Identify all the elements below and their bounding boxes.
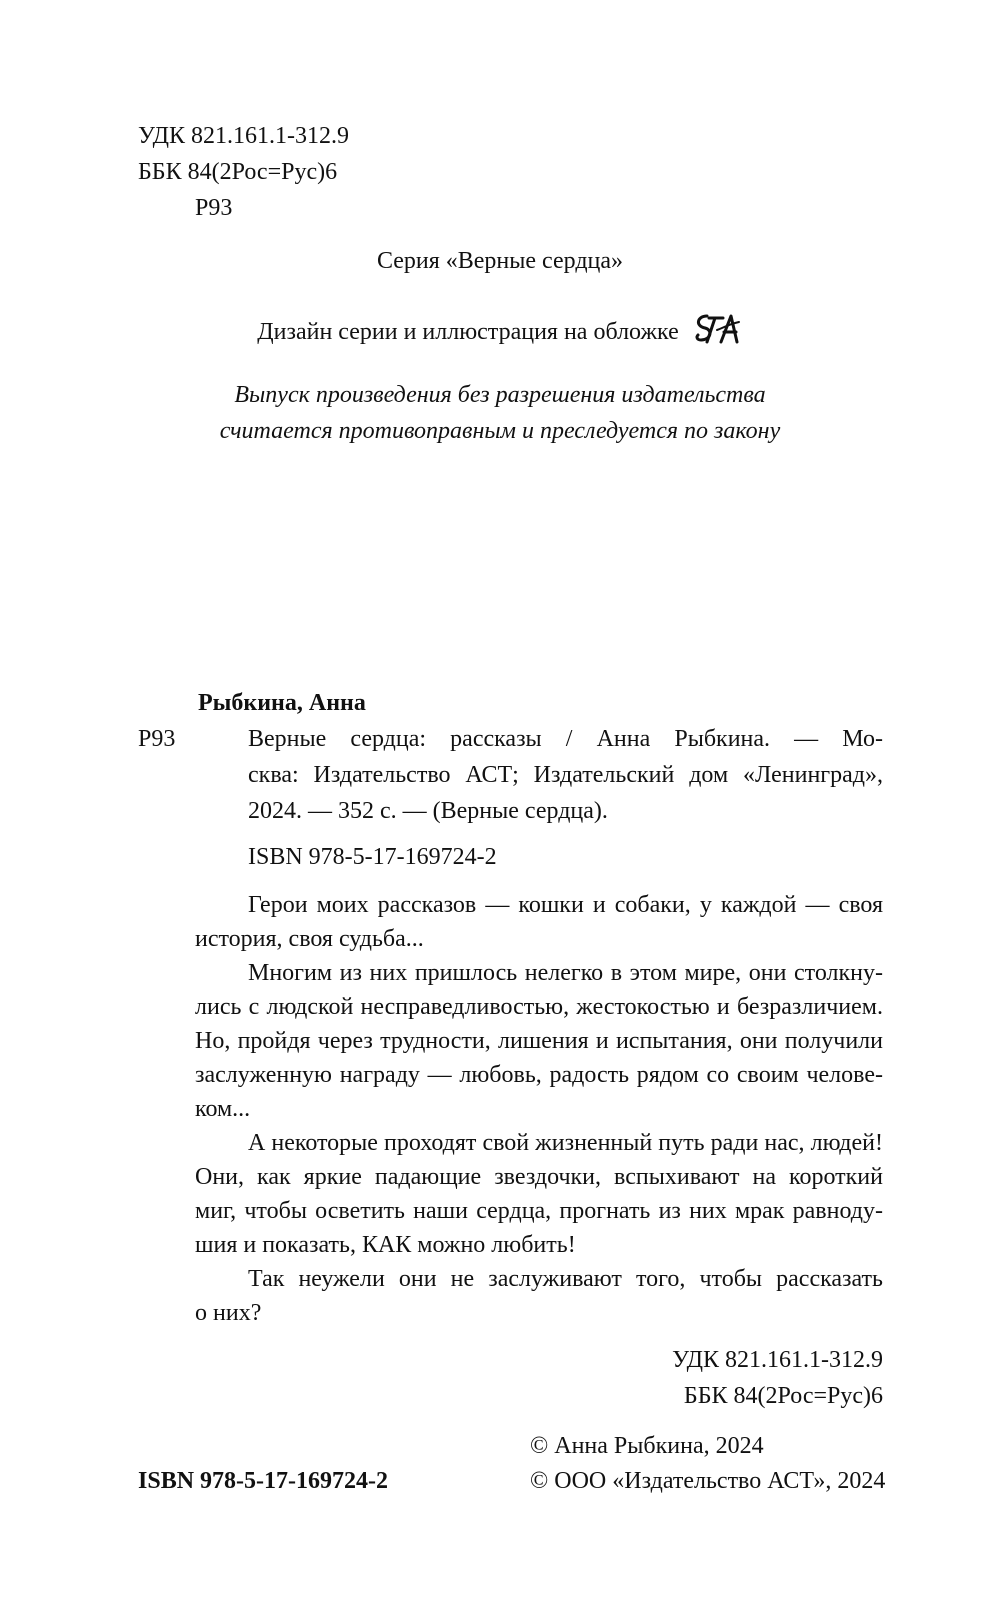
annotation-line: шия и показать, КАК можно любить!: [195, 1232, 576, 1258]
udk-code-bottom: УДК 821.161.1-312.9: [672, 1347, 883, 1373]
catalog-entry-line: сква: Издательство АСТ; Издательский дом «Ленинград»,: [248, 762, 883, 788]
annotation-line: Но, пройдя через трудности, лишения и испытания, они получили: [195, 1028, 883, 1054]
design-credit: [0, 314, 1000, 352]
catalog-author: Рыбкина, Анна: [198, 690, 366, 716]
annotation-line: Герои моих рассказов — кошки и собаки, у каждой — своя: [248, 892, 883, 918]
catalog-isbn: ISBN 978-5-17-169724-2: [248, 844, 497, 870]
legal-notice-line: Выпуск произведения без разрешения издательства: [234, 382, 766, 408]
isbn-bottom: ISBN 978-5-17-169724-2: [138, 1468, 388, 1494]
annotation-line: Они, как яркие падающие звездочки, вспыхивают на короткий: [195, 1164, 883, 1190]
author-mark-top: Р93: [195, 195, 233, 221]
catalog-entry-line: 2024. — 352 с. — (Верные сердца).: [248, 798, 608, 824]
annotation-line: ком...: [195, 1096, 251, 1122]
annotation-line: миг, чтобы осветить наши сердца, прогнать из них мрак равноду-: [195, 1198, 883, 1224]
annotation-line: Так неужели они не заслуживают того, чтобы рассказать: [248, 1266, 883, 1292]
annotation-line: Многим из них пришлось нелегко в этом мире, они столкну-: [248, 960, 883, 986]
annotation-line: А некоторые проходят свой жизненный путь ради нас, людей!: [248, 1130, 883, 1156]
annotation-line: заслуженную награду — любовь, радость рядом со своим челове-: [195, 1062, 883, 1088]
catalog-entry-line: Верные сердца: рассказы / Анна Рыбкина. — Мо-: [248, 726, 883, 752]
catalog-author-mark: Р93: [138, 726, 176, 752]
designer-signature-icon: [693, 310, 743, 348]
copyright-publisher: © ООО «Издательство АСТ», 2024: [530, 1468, 886, 1494]
annotation-line: история, своя судьба...: [195, 926, 424, 952]
legal-notice-line: считается противоправным и преследуется по закону: [219, 418, 781, 444]
bbk-code-bottom: ББК 84(2Рос=Рус)6: [683, 1383, 883, 1409]
design-credit-text: Дизайн серии и иллюстрация на обложке: [257, 319, 679, 345]
annotation-line: лись с людской несправедливостью, жестокостью и безразличием.: [195, 994, 883, 1020]
annotation-line: о них?: [195, 1300, 262, 1326]
udk-code-top: УДК 821.161.1-312.9: [138, 123, 349, 149]
copyright-author: © Анна Рыбкина, 2024: [530, 1433, 764, 1459]
series-title: Серия «Верные сердца»: [376, 248, 624, 274]
bbk-code-top: ББК 84(2Рос=Рус)6: [138, 159, 338, 185]
